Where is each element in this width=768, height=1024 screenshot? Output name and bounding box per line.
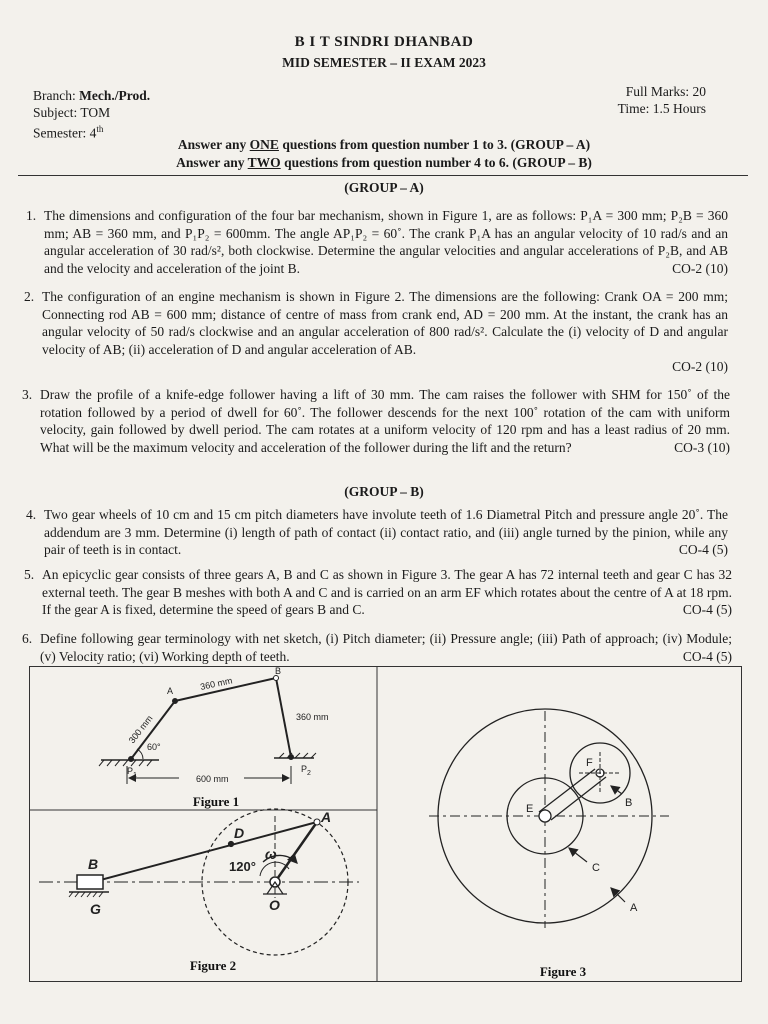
arm-ef-edge-2 bbox=[551, 777, 606, 820]
exam-time: Time: 1.5 Hours bbox=[617, 101, 706, 116]
label-a: A bbox=[630, 902, 638, 914]
dim-base: 600 mm bbox=[196, 774, 229, 784]
branch-label: Branch: bbox=[33, 88, 76, 103]
question-text: Two gear wheels of 10 cm and 15 cm pitch diameters have involute teeth of 1.6 Diametral Pitch and pressure angle 20˚. The addendum are 3 mm. Determine (i) length of path of contact (ii) contact ratio, and (iii) angle turned by the pinion, while any pair of teeth is in contact. bbox=[44, 507, 728, 557]
college-name: B I T SINDRI DHANBAD bbox=[294, 34, 474, 50]
joint-a bbox=[314, 819, 320, 825]
subject-line bbox=[33, 104, 150, 121]
question-text: The dimensions and configuration of the four bar mechanism, shown in Figure 1, are as follows: P₁A = 300 mm; P₂B = 360 mm; AB = 360 mm, and P₁P₂ = 600mm. The angle AP₁P₂ = 60˚. The crank P₁A has an angular velocity of 10 rad/s and an angular acceleration of 30 rad/s², both clockwise. Determine the angular velocities and angular accelerations of P₂B, and AB and the velocity and acceleration of the joint B. bbox=[44, 208, 728, 276]
link-p2b bbox=[276, 678, 291, 757]
exam-meta-left bbox=[33, 87, 150, 142]
slider-b bbox=[77, 875, 103, 889]
full-marks: Full Marks: 20 bbox=[625, 84, 706, 99]
instr1-pre: Answer any bbox=[177, 137, 250, 152]
label-b: B bbox=[88, 856, 99, 872]
figure-2-engine bbox=[39, 809, 359, 955]
subject-label: Subject: bbox=[33, 105, 78, 120]
semester-label: Semester: bbox=[33, 125, 87, 141]
question-text: An epicyclic gear consists of three gears A, B and C as shown in Figure 3. The gear A has 72 internal teeth and gear C has 32 external teeth. The gear B meshes with both A and C and is carried on an arm EF which rotates about the centre of A at 18 rpm. If the gear A is fixed, determine the speed of gears B and C. bbox=[42, 567, 732, 617]
label-p2-sub: 2 bbox=[307, 770, 311, 777]
label-p1-sub: 1 bbox=[133, 772, 137, 779]
question-4 bbox=[26, 506, 728, 559]
exam-meta-right bbox=[618, 83, 706, 117]
instr2-pre: Answer any bbox=[176, 155, 248, 170]
label-a: A bbox=[321, 809, 332, 825]
group-a-heading: (GROUP – A) bbox=[344, 180, 424, 195]
centre-e bbox=[539, 810, 551, 822]
question-6 bbox=[22, 630, 732, 665]
course-outcome-marks: CO-2 (10) bbox=[672, 260, 728, 276]
arm-ef-edge-1 bbox=[539, 769, 595, 812]
figure-2-labels bbox=[88, 809, 331, 917]
label-b: B bbox=[275, 666, 282, 676]
label-p2-letter: P bbox=[301, 764, 308, 774]
label-a: A bbox=[167, 686, 174, 696]
angle-120: 120° bbox=[229, 859, 256, 874]
question-3 bbox=[22, 386, 730, 456]
joint-a bbox=[173, 699, 178, 704]
dim-p2b: 360 mm bbox=[296, 712, 329, 722]
connecting-rod-ab bbox=[93, 822, 317, 882]
course-outcome-marks: CO-3 (10) bbox=[674, 439, 730, 455]
question-number: 1. bbox=[26, 208, 37, 223]
dim-ab: 360 mm bbox=[199, 675, 234, 692]
label-g: G bbox=[90, 901, 101, 917]
semester-sup: th bbox=[96, 124, 104, 134]
joint-b bbox=[274, 676, 279, 681]
semester-value: 4 bbox=[89, 125, 97, 141]
label-p2 bbox=[301, 764, 311, 777]
course-outcome-marks: CO-2 (10) bbox=[672, 359, 728, 374]
label-omega: ω bbox=[265, 846, 277, 862]
point-d bbox=[228, 841, 233, 846]
course-outcome-marks: CO-4 (5) bbox=[678, 542, 728, 557]
question-number: 3. bbox=[22, 387, 33, 402]
question-2 bbox=[24, 288, 728, 376]
leader-c bbox=[569, 848, 587, 862]
label-c: C bbox=[592, 862, 600, 874]
instruction-line-1 bbox=[0, 137, 768, 153]
question-1 bbox=[26, 207, 728, 277]
label-o: O bbox=[269, 897, 280, 913]
header-divider bbox=[18, 175, 748, 176]
label-p1 bbox=[127, 766, 137, 779]
instr2-emphasis: TWO bbox=[247, 155, 281, 170]
figure-3-epicyclic bbox=[429, 709, 669, 928]
figure-1-caption: Figure 1 bbox=[192, 794, 240, 809]
angle-60: 60° bbox=[147, 742, 161, 752]
question-number: 2. bbox=[24, 289, 35, 304]
figures-frame bbox=[30, 667, 742, 982]
course-outcome-marks: CO-4 (5) bbox=[682, 602, 732, 617]
label-d: D bbox=[234, 825, 245, 841]
figure-2-caption: Figure 2 bbox=[189, 958, 237, 973]
label-b: B bbox=[625, 797, 633, 809]
question-5 bbox=[24, 566, 732, 619]
question-text: Draw the profile of a knife-edge follower having a lift of 30 mm. The cam raises the follower with SHM for 150˚ of the rotation followed by a period of dwell for 60˚. The follower descends for the next 100˚ rotation of the cam with uniform velocity, gain followed by dwell period. The cam rotates at a uniform velocity of 120 rpm and has a least radius of 20 mm. What will be the maximum velocity and acceleration of the follower during the lift and the return? bbox=[40, 387, 730, 455]
figures-panel bbox=[29, 666, 742, 982]
label-f: F bbox=[586, 757, 593, 769]
question-text: Define following gear terminology with net sketch, (i) Pitch diameter; (ii) Pressure angle; (iii) Path of approach; (iv) Module; (v) Velocity ratio; (vi) Working depth of teeth. bbox=[40, 631, 732, 664]
instruction-line-2 bbox=[0, 155, 768, 171]
group-b-heading: (GROUP – B) bbox=[344, 484, 424, 499]
exam-title: MID SEMESTER – II EXAM 2023 bbox=[282, 55, 486, 70]
question-text: The configuration of an engine mechanism is shown in Figure 2. The dimensions are the following: Crank OA = 200 mm; Connecting rod AB = 600 mm; distance of centre of mass from crank end, AD = 200 mm. At the instant, the crank has an angular velocity of 50 rad/s clockwise and an angular acceleration of 800 rad/s². Calculate the (i) velocity of D and angular velocity of AB; (ii) acceleration of D and angular acceleration of AB. bbox=[42, 289, 728, 357]
question-number: 4. bbox=[26, 507, 37, 522]
dim-p1a: 300 mm bbox=[126, 713, 155, 746]
instr1-post: questions from question number 1 to 3. (GROUP – A) bbox=[278, 137, 591, 152]
ground-hatch-p1 bbox=[99, 760, 152, 766]
figure-3-caption: Figure 3 bbox=[539, 964, 587, 979]
label-e: E bbox=[526, 803, 534, 815]
question-number: 5. bbox=[24, 567, 35, 582]
label-p1-letter: P bbox=[127, 766, 134, 776]
branch-line bbox=[33, 87, 150, 104]
instr2-post: questions from question number 4 to 6. (GROUP – B) bbox=[280, 155, 592, 170]
instr1-emphasis: ONE bbox=[249, 137, 279, 152]
course-outcome-marks: CO-4 (5) bbox=[682, 648, 732, 664]
question-number: 6. bbox=[22, 631, 33, 646]
figures-svg bbox=[29, 666, 742, 982]
leader-b bbox=[611, 786, 622, 794]
subject-value: TOM bbox=[80, 105, 111, 120]
branch-value: Mech./Prod. bbox=[79, 88, 151, 103]
